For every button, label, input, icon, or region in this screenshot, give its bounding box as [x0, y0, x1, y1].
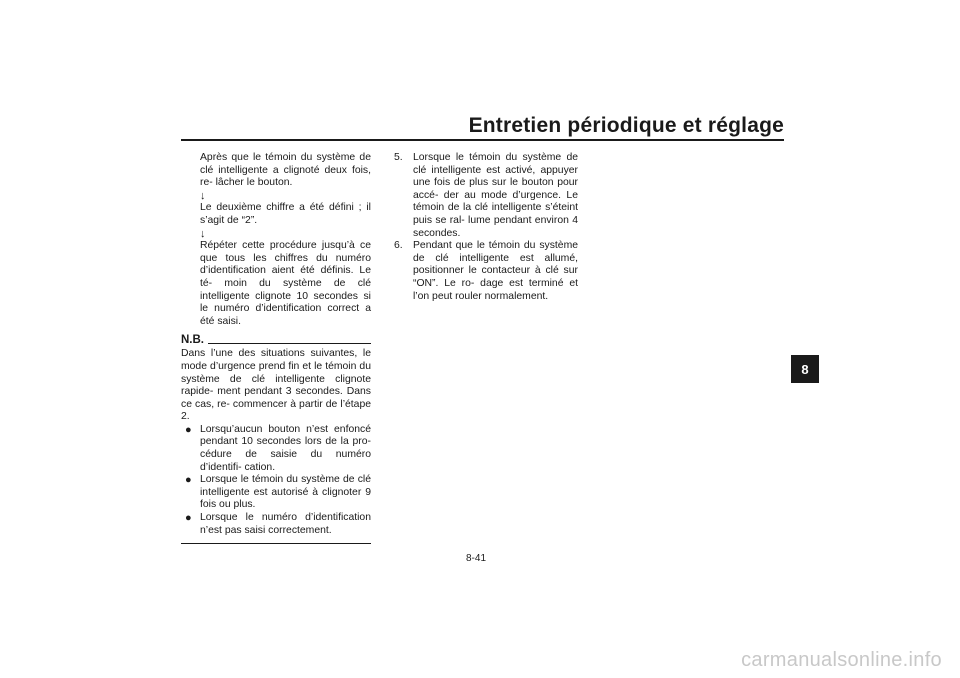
chapter-tab: 8 — [791, 355, 819, 383]
bullet-icon: ● — [185, 512, 192, 525]
step-item — [394, 152, 578, 240]
step-number: 6. — [394, 240, 403, 252]
step-text: Pendant que le témoin du système de clé intelligente est allumé, positionner le contacteur à clé sur “ON”. Le ro- dage est terminé et l’on peut rouler normalement. — [413, 240, 578, 302]
note-end-rule — [181, 543, 371, 544]
down-arrow-icon: ↓ — [200, 189, 206, 202]
right-column — [394, 152, 578, 303]
down-arrow-icon: ↓ — [200, 227, 206, 240]
list-item-text: Lorsque le témoin du système de clé intelligente est autorisé à clignoter 9 fois ou plus. — [200, 474, 371, 511]
note-rule — [181, 343, 371, 344]
header-rule — [181, 139, 784, 141]
list-item — [181, 424, 371, 474]
page-title: Entretien périodique et réglage — [468, 114, 784, 137]
note-text: Dans l’une des situations suivantes, le mode d’urgence prend fin et le témoin du système de clé intelligente clignote rapide- ment pendant 3 secondes. Dans ce cas, re- commencer à partir de l’étape 2. — [181, 348, 371, 423]
note-label: N.B. — [181, 334, 208, 346]
step-item — [394, 240, 578, 303]
bullet-icon: ● — [185, 423, 192, 436]
step-text: Lorsque le témoin du système de clé intelligente est activé, appuyer une fois de plus sur le bouton pour accé- der au mode d’urgence. Le témoin de la clé intelligente s’éteint puis se ral- lume pendant environ 4 secondes. — [413, 152, 578, 239]
paragraph-repeat-procedure: Répéter cette procédure jusqu’à ce que tous les chiffres du numéro d’identification aient été définis. Le té- moin du système de clé intelligente clignote 10 secondes si le numéro d’identification correct a été saisi. — [200, 240, 371, 327]
step-number: 5. — [394, 152, 403, 163]
note-heading — [181, 334, 371, 348]
paragraph-second-digit: Le deuxième chiffre a été défini ; il s’agit de “2”. — [200, 202, 371, 226]
watermark: carmanualsonline.info — [741, 649, 942, 671]
left-column — [181, 152, 371, 544]
page-number: 8-41 — [466, 553, 487, 564]
paragraph-release-button: Après que le témoin du système de clé intelligente a clignoté deux fois, re- lâcher le bouton. — [200, 152, 371, 189]
list-item — [181, 474, 371, 512]
list-item — [181, 512, 371, 537]
list-item-text: Lorsqu’aucun bouton n’est enfoncé pendant 10 secondes lors de la pro- cédure de saisie du numéro d’identifi- cation. — [200, 423, 371, 473]
list-item-text: Lorsque le numéro d’identification n’est pas saisi correctement. — [200, 512, 371, 536]
bullet-icon: ● — [185, 474, 192, 487]
